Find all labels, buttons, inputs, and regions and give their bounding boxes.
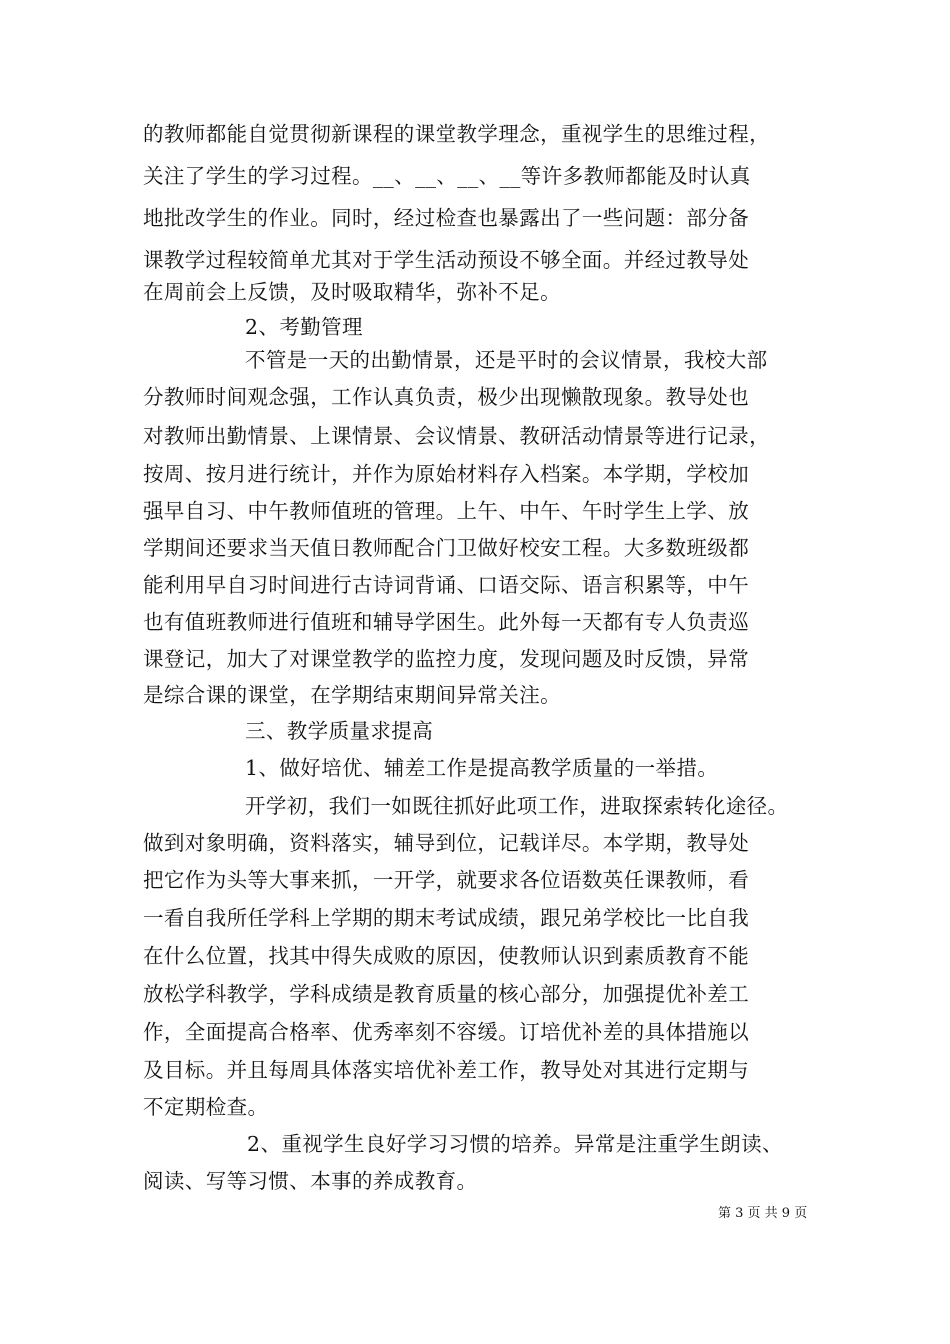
text-line: 对教师出勤情景、上课情景、会议情景、教研活动情景等进行记录， (143, 424, 770, 448)
text-line: 课教学过程较简单尤其对于学生活动预设不够全面。并经过教导处 (143, 248, 750, 272)
paragraph-start: 开学初，我们一如既往抓好此项工作，进取探索转化途径。 (245, 794, 789, 818)
page-number-footer: 第 3 页 共 9 页 (718, 1206, 808, 1221)
text-line: 关注了学生的学习过程。__、__、__、__等许多教师都能及时认真 (143, 164, 751, 188)
paragraph-start: 不管是一天的出勤情景，还是平时的会议情景，我校大部 (245, 348, 768, 372)
text-line: 是综合课的课堂，在学期结束期间异常关注。 (143, 683, 561, 707)
text-line: 及目标。并且每周具体落实培优补差工作，教导处对其进行定期与 (143, 1058, 750, 1082)
subsection-heading: 1、做好培优、辅差工作是提高教学质量的一举措。 (245, 756, 719, 780)
text-line: 课登记，加大了对课堂教学的监控力度，发现问题及时反馈，异常 (143, 647, 750, 671)
text-line: 放松学科教学，学科成绩是教育质量的核心部分，加强提优补差工 (143, 982, 750, 1006)
section-heading: 2、考勤管理 (245, 315, 363, 339)
text-line: 把它作为头等大事来抓，一开学，就要求各位语数英任课教师，看 (143, 868, 750, 892)
text-line: 做到对象明确，资料落实，辅导到位，记载详尽。本学期，教导处 (143, 831, 750, 855)
text-line: 阅读、写等习惯、本事的养成教育。 (143, 1169, 478, 1193)
text-line: 在周前会上反馈，及时吸取精华，弥补不足。 (143, 280, 561, 304)
text-line: 不定期检查。 (143, 1095, 269, 1119)
text-line: 学期间还要求当天值日教师配合门卫做好校安工程。大多数班级都 (143, 536, 750, 560)
subsection-heading: 2、重视学生良好学习习惯的培养。异常是注重学生朗读、 (247, 1132, 783, 1156)
text-line: 在什么位置，找其中得失成败的原因，使教师认识到素质教育不能 (143, 944, 750, 968)
text-line: 也有值班教师进行值班和辅导学困生。此外每一天都有专人负责巡 (143, 610, 750, 634)
text-line: 的教师都能自觉贯彻新课程的课堂教学理念，重视学生的思维过程， (143, 122, 770, 146)
text-line: 地批改学生的作业。同时，经过检查也暴露出了一些问题：部分备 (143, 206, 750, 230)
text-line: 强早自习、中午教师值班的管理。上午、中午、午时学生上学、放 (143, 499, 750, 523)
text-line: 一看自我所任学科上学期的期末考试成绩，跟兄弟学校比一比自我 (143, 906, 750, 930)
text-line: 能利用早自习时间进行古诗词背诵、口语交际、语言积累等，中午 (143, 573, 750, 597)
text-line: 按周、按月进行统计，并作为原始材料存入档案。本学期，学校加 (143, 462, 750, 486)
text-line: 分教师时间观念强，工作认真负责，极少出现懒散现象。教导处也 (143, 385, 750, 409)
section-heading: 三、教学质量求提高 (245, 719, 434, 743)
text-line: 作，全面提高合格率、优秀率刻不容缓。订培优补差的具体措施以 (143, 1020, 750, 1044)
